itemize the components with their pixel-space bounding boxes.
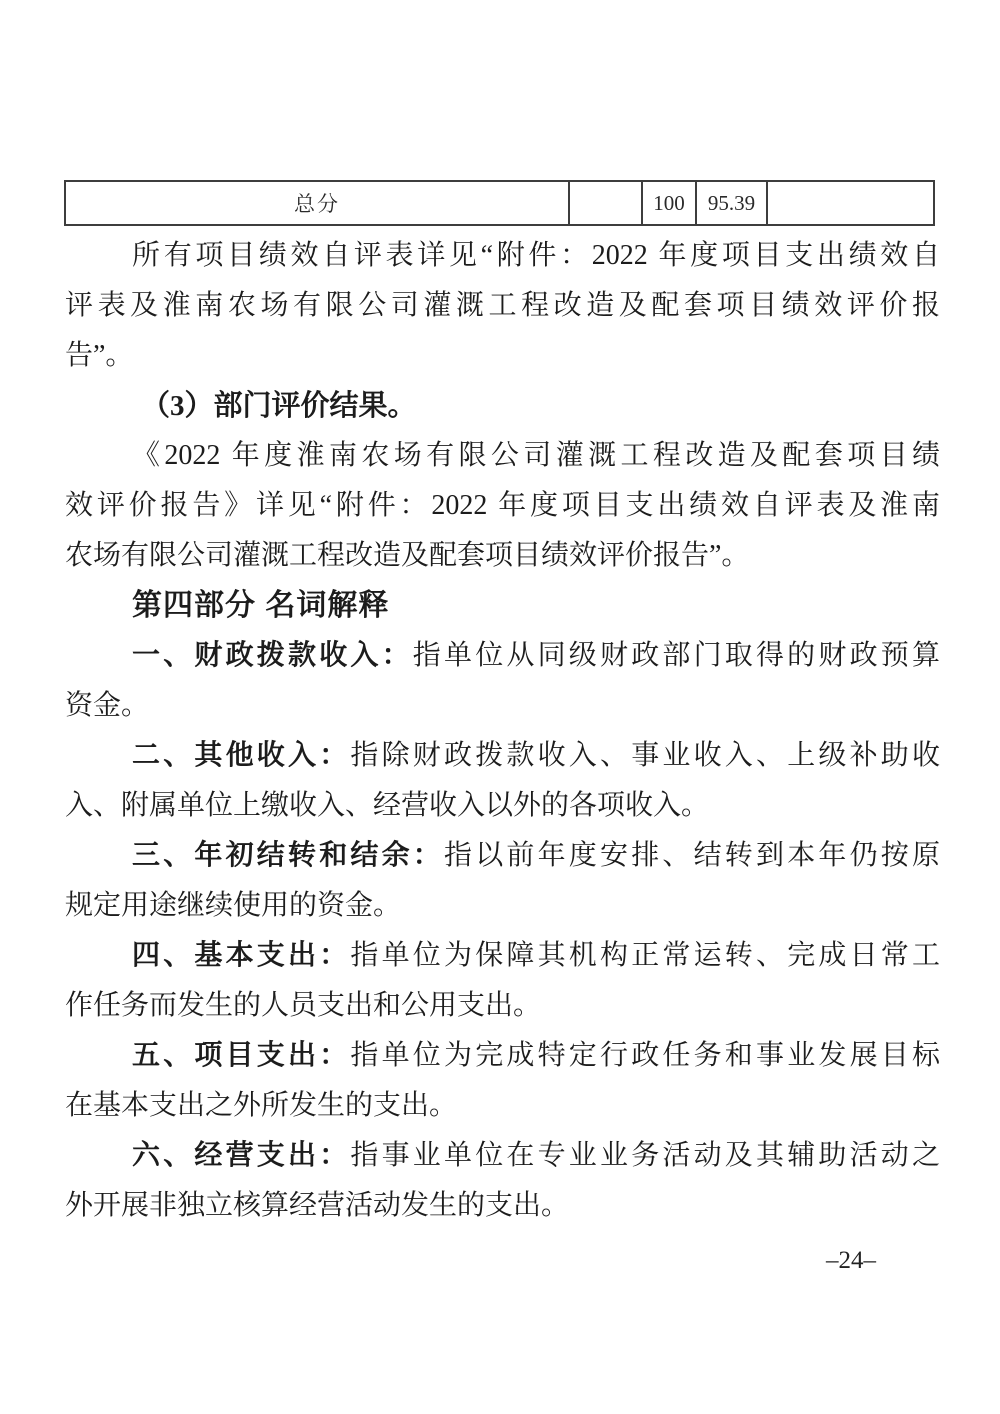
cell-actual-score: 95.39: [696, 181, 767, 225]
definition-2-term: 二、其他收入：: [132, 740, 351, 771]
definition-2-line2: 入、附属单位上缴收入、经营收入以外的各项收入。: [65, 790, 710, 821]
definition-3-line1: [65, 831, 940, 881]
para2-line2: 效评价报告》详见“附件：2022 年度项目支出绩效自评表及淮南: [65, 490, 940, 521]
page-number: –24–: [826, 1247, 876, 1274]
score-table: [64, 180, 935, 226]
definition-5-line2: 在基本支出之外所发生的支出。: [65, 1090, 458, 1121]
definition-1-line1: [65, 631, 940, 681]
definition-1-line2: 资金。: [65, 690, 150, 721]
para1-line2: 评表及淮南农场有限公司灌溉工程改造及配套项目绩效评价报: [65, 290, 940, 321]
definition-4-text: 指单位为保障其机构正常运转、完成日常工: [350, 940, 940, 971]
definition-1-text: 指单位从同级财政部门取得的财政预算: [412, 640, 940, 671]
definition-2-text: 指除财政拨款收入、事业收入、上级补助收: [350, 740, 940, 771]
section-heading-part4: 第四部分 名词解释: [132, 589, 390, 622]
definition-3-term: 三、年初结转和结余：: [132, 840, 444, 871]
definition-6-line2: 外开展非独立核算经营活动发生的支出。: [65, 1190, 570, 1221]
definition-4-term: 四、基本支出：: [132, 940, 351, 971]
definition-5-text: 指单位为完成特定行政任务和事业发展目标: [350, 1040, 940, 1071]
para2-line1: 《2022 年度淮南农场有限公司灌溉工程改造及配套项目绩: [132, 440, 940, 471]
para2-line3: 农场有限公司灌溉工程改造及配套项目绩效评价报告”。: [65, 540, 750, 571]
cell-empty-1: [569, 181, 642, 225]
document-body: [65, 231, 940, 1231]
definition-6-text: 指事业单位在专业业务活动及其辅助活动之: [350, 1140, 940, 1171]
definition-2-line1: [65, 731, 940, 781]
definition-3-text: 指以前年度安排、结转到本年仍按原: [444, 840, 940, 871]
definition-1-term: 一、财政拨款收入：: [132, 640, 413, 671]
definition-4-line1: [65, 931, 940, 981]
cell-empty-2: [767, 181, 934, 225]
definition-5-line1: [65, 1031, 940, 1081]
definition-3-line2: 规定用途继续使用的资金。: [65, 890, 402, 921]
para1-line3: 告”。: [65, 340, 134, 371]
cell-total-label: 总分: [65, 181, 569, 225]
definition-6-term: 六、经营支出：: [132, 1140, 351, 1171]
cell-max-score: 100: [642, 181, 696, 225]
heading-dept-eval-result: （3）部门评价结果。: [141, 390, 417, 422]
definition-4-line2: 作任务而发生的人员支出和公用支出。: [65, 990, 542, 1021]
para1-line1: 所有项目绩效自评表详见“附件：2022 年度项目支出绩效自: [132, 240, 940, 271]
definition-6-line1: [65, 1131, 940, 1181]
definition-5-term: 五、项目支出：: [132, 1040, 351, 1071]
score-table-row: [65, 181, 934, 225]
